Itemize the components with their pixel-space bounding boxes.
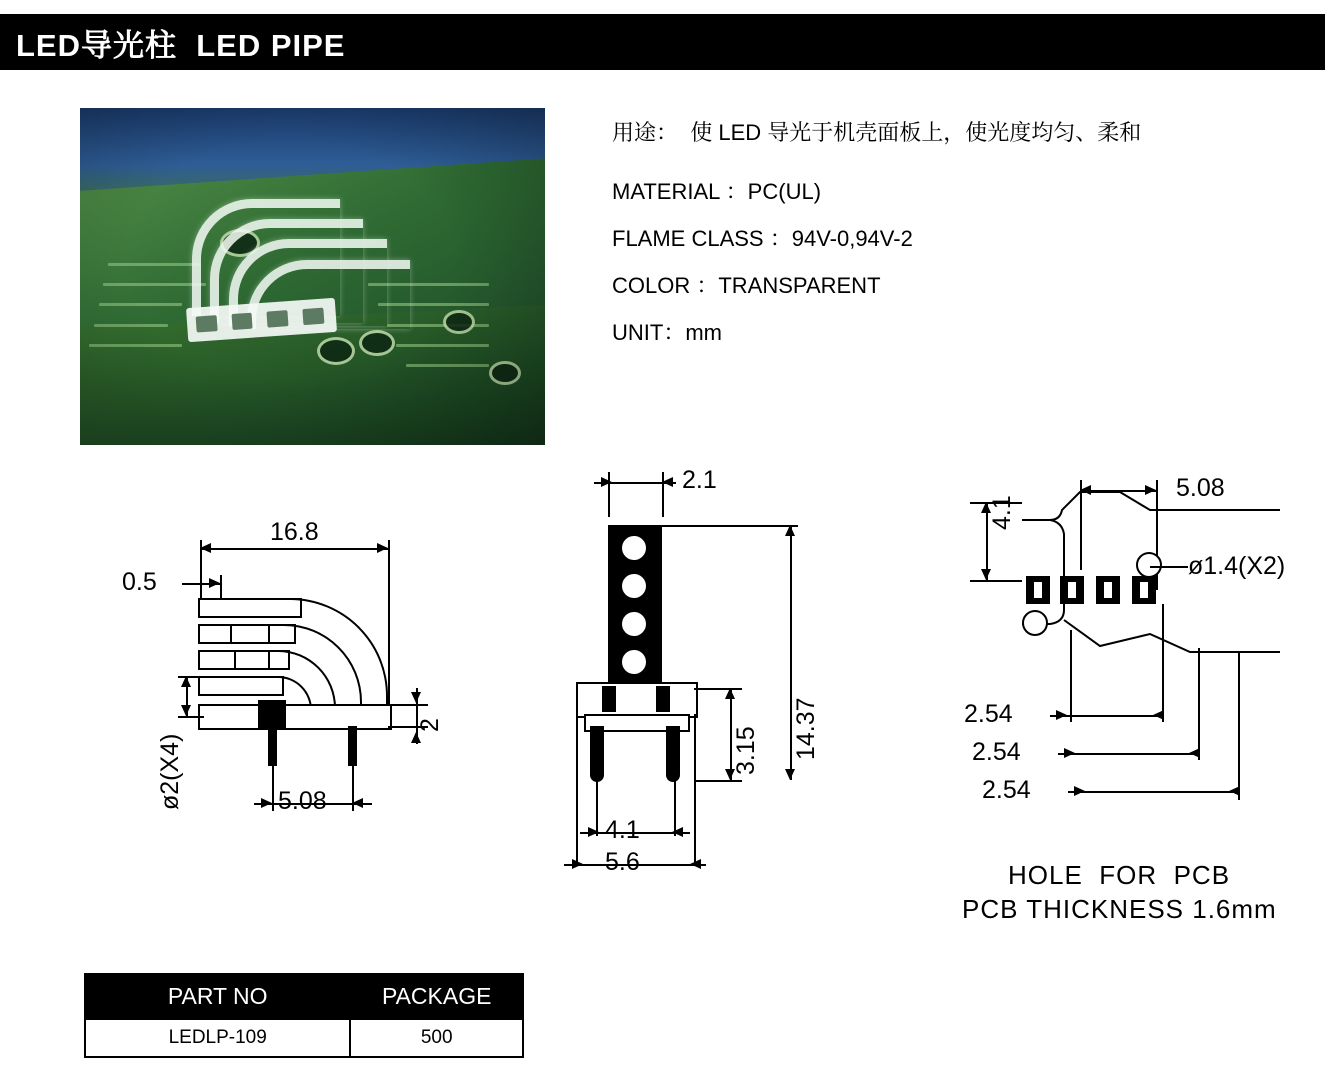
pcb-pad-hole <box>1140 582 1148 598</box>
pcb-hole-drawing <box>950 470 1310 930</box>
pipe-hole <box>622 650 646 674</box>
dim-ext-line <box>178 716 204 718</box>
dim-arrow <box>181 676 191 687</box>
dim-arrow <box>200 543 211 553</box>
dim-label-2-54-c: 2.54 <box>982 776 1031 804</box>
dim-ext-line <box>576 714 578 864</box>
pipe-slot <box>230 624 270 644</box>
pcb-pad-hole <box>1034 582 1042 598</box>
dim-arrow <box>588 827 599 837</box>
spec-usage: 用途： 使 LED 导光于机壳面板上，使光度均匀、柔和 <box>612 120 1142 145</box>
dim-ext-line <box>674 726 676 836</box>
dim-label-3-15: 3.15 <box>732 726 760 775</box>
dim-ext-line <box>1070 630 1072 722</box>
dim-label-2-1: 2.1 <box>682 466 717 494</box>
product-photo <box>80 108 545 445</box>
pin <box>666 726 680 782</box>
dim-label-5-08: 5.08 <box>278 787 327 815</box>
pin <box>348 726 357 766</box>
dim-arrow <box>209 578 220 588</box>
dim-arrow <box>1056 710 1067 720</box>
dim-arrow <box>181 705 191 716</box>
table-header-package: PACKAGE <box>350 974 523 1019</box>
page-title: LED导光柱 LED PIPE <box>16 27 346 63</box>
cell-part-no: LEDLP-109 <box>85 1019 350 1057</box>
dim-label-4-1: 4.1 <box>605 816 640 844</box>
base-plate <box>198 704 392 730</box>
table-header-row <box>85 974 523 1019</box>
dim-line-2-54-c <box>1068 791 1240 793</box>
dim-arrow <box>785 525 795 536</box>
dim-label-2-54-b: 2.54 <box>972 738 1021 766</box>
dim-label-14-37: 14.37 <box>792 697 820 760</box>
dim-ext-line <box>694 780 742 782</box>
side-view-drawing <box>120 520 450 850</box>
dim-arrow <box>601 477 612 487</box>
spec-list <box>612 118 1292 356</box>
dim-ext-line <box>1198 648 1200 760</box>
dim-arrow <box>672 827 683 837</box>
dim-label-pin-dia: ø2(X4) <box>156 733 184 810</box>
dim-arrow <box>690 859 701 869</box>
part-table <box>84 973 524 1058</box>
dim-arrow <box>377 543 388 553</box>
dim-arrow <box>352 798 363 808</box>
base-block-front <box>656 686 670 712</box>
pipe-slot <box>234 650 270 670</box>
dim-label-2: 2 <box>416 718 444 732</box>
dim-label-16-8: 16.8 <box>270 518 319 546</box>
spec-material: MATERIAL ：PC(UL) <box>612 179 822 204</box>
spec-flame-class: FLAME CLASS ：94V-0,94V-2 <box>612 226 913 251</box>
dim-label-4-1: 4.1 <box>988 495 1016 530</box>
mounting-hole <box>1136 552 1162 578</box>
pcb-pad-hole <box>1068 582 1076 598</box>
base-block-front <box>602 686 616 712</box>
pin <box>268 726 277 766</box>
dim-label-5-08: 5.08 <box>1176 474 1225 502</box>
dim-ext-line <box>388 540 390 705</box>
pcb-caption-line1: HOLE FOR PCB <box>1008 860 1231 890</box>
photo-vignette <box>80 108 545 445</box>
dim-label-0-5: 0.5 <box>122 568 157 596</box>
front-view-drawing <box>550 460 850 910</box>
mounting-hole <box>1022 610 1048 636</box>
table-row <box>85 1019 523 1057</box>
table-header-part-no: PART NO <box>85 974 350 1019</box>
dim-arrow <box>411 732 421 743</box>
dim-arrow <box>785 769 795 780</box>
dim-arrow <box>261 798 272 808</box>
dim-arrow <box>662 477 673 487</box>
page-header <box>0 14 1325 70</box>
dim-ext-line <box>388 704 428 706</box>
dim-arrow <box>1074 786 1085 796</box>
dim-label-2-54-a: 2.54 <box>964 700 1013 728</box>
dim-label-5-6: 5.6 <box>605 848 640 876</box>
pipe-arm <box>198 598 302 618</box>
dim-arrow <box>411 692 421 703</box>
dim-arrow <box>1064 748 1075 758</box>
pipe-hole <box>622 574 646 598</box>
dim-line-2-54-a <box>1050 715 1164 717</box>
dim-ext-line <box>1238 652 1240 800</box>
pcb-caption-line2: PCB THICKNESS 1.6mm <box>962 894 1277 924</box>
dim-arrow <box>725 688 735 699</box>
dim-label-hole-dia: ø1.4(X2) <box>1188 552 1286 580</box>
pipe-hole <box>622 536 646 560</box>
cell-package: 500 <box>350 1019 523 1057</box>
dim-line-2-54-b <box>1058 753 1200 755</box>
spec-color: COLOR ：TRANSPARENT <box>612 273 881 298</box>
pcb-pad-hole <box>1104 582 1112 598</box>
dim-line-16-8 <box>200 548 388 550</box>
leader-line <box>1150 566 1188 568</box>
dim-ext-line <box>662 525 798 527</box>
dim-arrow <box>572 859 583 869</box>
dim-ext-line <box>1162 604 1164 722</box>
spec-unit: UNIT：mm <box>612 320 722 345</box>
dim-ext-line <box>694 714 696 864</box>
pipe-hole <box>622 612 646 636</box>
dim-ext-line <box>596 726 598 836</box>
base-plate-front <box>576 682 698 718</box>
